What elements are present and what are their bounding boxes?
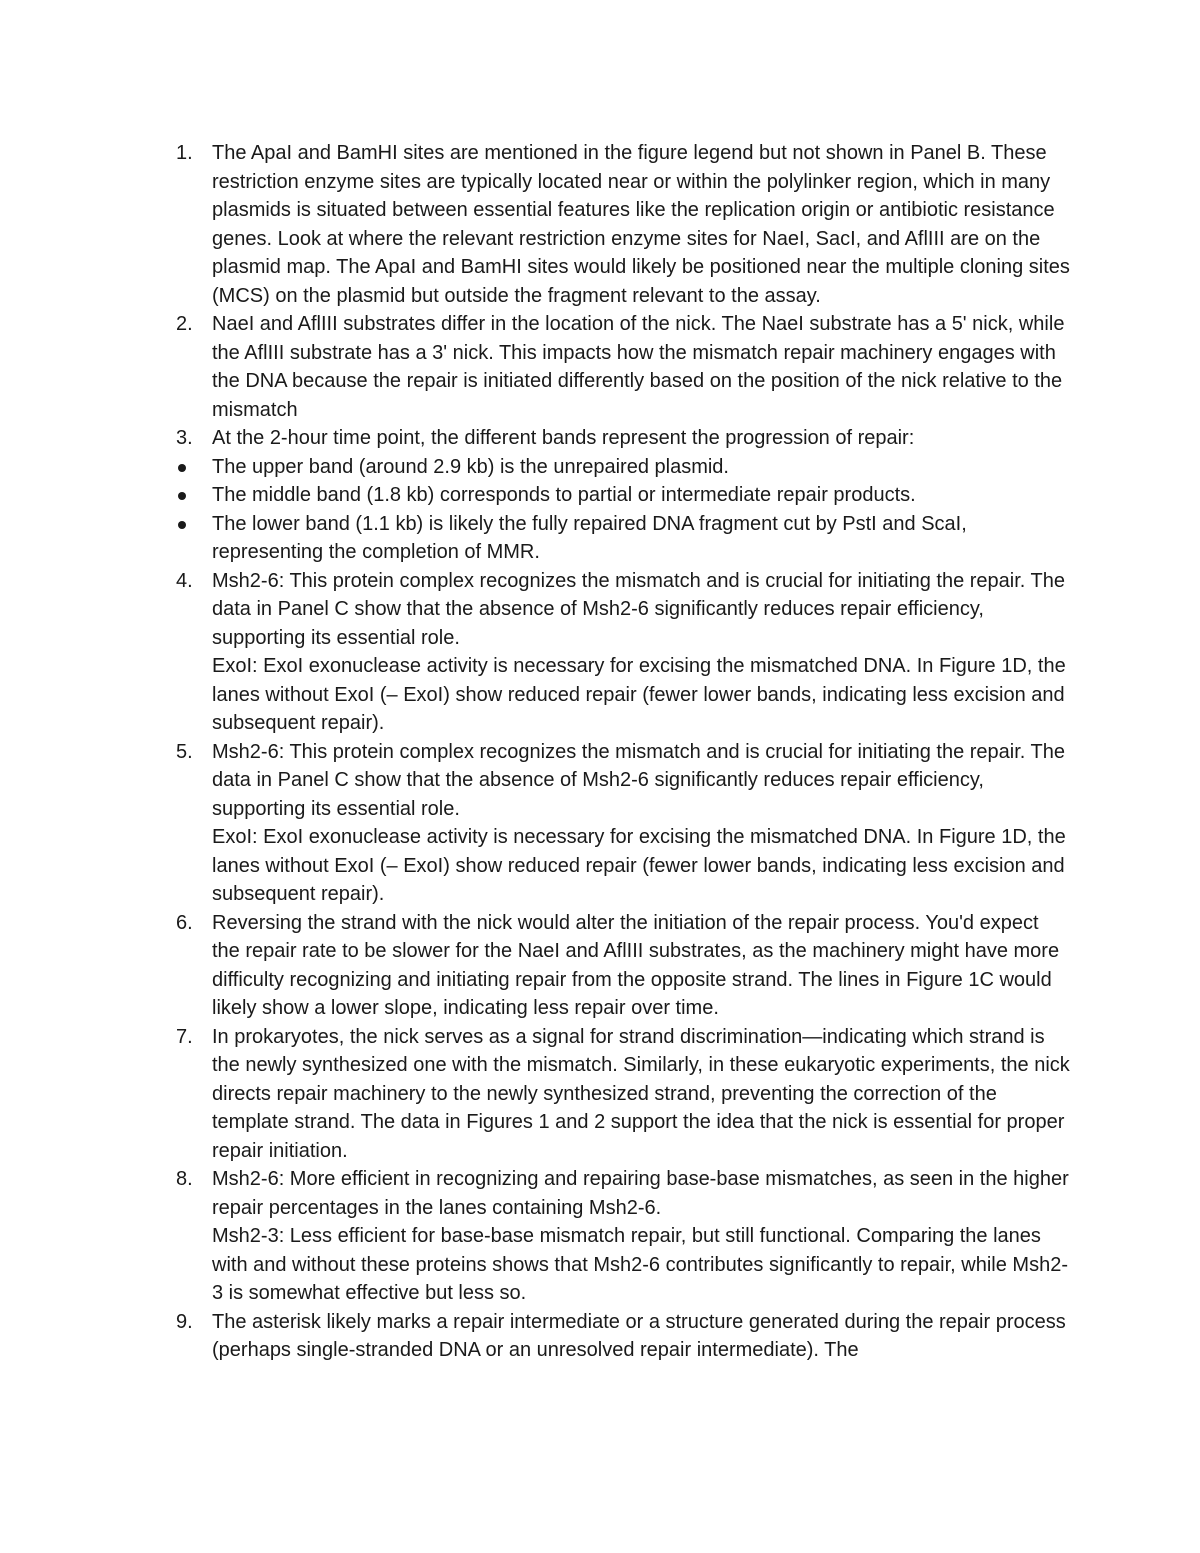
list-number: 8.: [176, 1168, 193, 1190]
list-item-text: ExoI: ExoI exonuclease activity is necessary for excising the mismatched DNA. In Figure 1D, the lanes without ExoI (– ExoI) show reduced repair (fewer lower bands, indicating less excision and subsequent repair).: [212, 826, 1066, 905]
list-item-text: The asterisk likely marks a repair intermediate or a structure generated during the repair process (perhaps single-stranded DNA or an unresolved repair intermediate). The: [212, 1310, 1066, 1361]
list-item-text: NaeI and AflIII substrates differ in the location of the nick. The NaeI substrate has a 5' nick, while the AflIII substrate has a 3' nick. This impacts how the mismatch repair machinery engages with the DNA because the repair is initiated differently based on the position of the nick relative to the mismatch: [212, 313, 1065, 421]
list-item-text: The ApaI and BamHI sites are mentioned in the figure legend but not shown in Panel B. These restriction enzyme sites are typically located near or within the polylinker region, which in many plasmids is situated between essential features like the replication origin or antibiotic resistance genes. Look at where the relevant restriction enzyme sites for NaeI, SacI, and AflIII are on the plasmid map. The ApaI and BamHI sites would likely be positioned near the multiple cloning sites (MCS) on the plasmid but outside the fragment relevant to the assay.: [212, 142, 1070, 307]
list-number: 9.: [176, 1310, 193, 1333]
numbered-list-item: [150, 424, 1070, 453]
bullet-icon: [178, 521, 186, 529]
numbered-list-item: [150, 1165, 1070, 1308]
numbered-list-item: [150, 310, 1070, 424]
bullet-list-item: [150, 481, 1070, 510]
list-item-text: ExoI: ExoI exonuclease activity is necessary for excising the mismatched DNA. In Figure 1D, the lanes without ExoI (– ExoI) show reduced repair (fewer lower bands, indicating less excision and subsequent repair).: [212, 655, 1066, 734]
list-number: 1.: [176, 142, 193, 164]
list-item-text: The upper band (around 2.9 kb) is the unrepaired plasmid.: [212, 455, 729, 478]
bullet-list-item: [150, 510, 1070, 567]
list-item-text: At the 2-hour time point, the different bands represent the progression of repair:: [212, 427, 915, 449]
list-number: 5.: [176, 740, 193, 763]
list-item-text: In prokaryotes, the nick serves as a signal for strand discrimination—indicating which strand is the newly synthesized one with the mismatch. Similarly, in these eukaryotic experiments, the nick directs repair machinery to the newly synthesized strand, preventing the correction of the template strand. The data in Figures 1 and 2 support the idea that the nick is essential for proper repair initiation.: [212, 1025, 1070, 1162]
numbered-list-item: [150, 909, 1070, 1023]
list-item-text: The lower band (1.1 kb) is likely the fully repaired DNA fragment cut by PstI and ScaI, representing the completion of MMR.: [212, 512, 967, 563]
numbered-list-item: [150, 139, 1070, 310]
bullet-icon: [178, 492, 186, 500]
list-item-text: Msh2-6: This protein complex recognizes the mismatch and is crucial for initiating the repair. The data in Panel C show that the absence of Msh2-6 significantly reduces repair efficiency, supporting its essential role.: [212, 569, 1065, 649]
bullet-icon: [178, 464, 186, 472]
list-number: 4.: [176, 569, 193, 592]
list-item-text: Reversing the strand with the nick would alter the initiation of the repair process. You'd expect the repair rate to be slower for the NaeI and AflIII substrates, as the machinery might have more difficulty recognizing and initiating repair from the opposite strand. The lines in Figure 1C would likely show a lower slope, indicating less repair over time.: [212, 911, 1060, 1019]
answer-list: [150, 139, 1070, 1365]
numbered-list-item: [150, 1023, 1070, 1166]
numbered-list-item: [150, 1308, 1070, 1365]
list-number: 6.: [176, 911, 193, 934]
list-number: 2.: [176, 313, 193, 335]
list-number: 7.: [176, 1025, 193, 1048]
list-item-text: The middle band (1.8 kb) corresponds to partial or intermediate repair products.: [212, 484, 916, 506]
list-item-text: Msh2-3: Less efficient for base-base mismatch repair, but still functional. Comparing the lanes with and without these proteins shows that Msh2-6 contributes significantly to repair, while Msh2-3 is somewhat effective but less so.: [212, 1225, 1068, 1304]
list-number: 3.: [176, 427, 193, 449]
numbered-list-item: [150, 567, 1070, 738]
list-item-text: Msh2-6: More efficient in recognizing and repairing base-base mismatches, as seen in the higher repair percentages in the lanes containing Msh2-6.: [212, 1168, 1069, 1219]
numbered-list-item: [150, 738, 1070, 909]
list-item-text: Msh2-6: This protein complex recognizes the mismatch and is crucial for initiating the repair. The data in Panel C show that the absence of Msh2-6 significantly reduces repair efficiency, supporting its essential role.: [212, 740, 1065, 820]
bullet-list-item: [150, 453, 1070, 482]
